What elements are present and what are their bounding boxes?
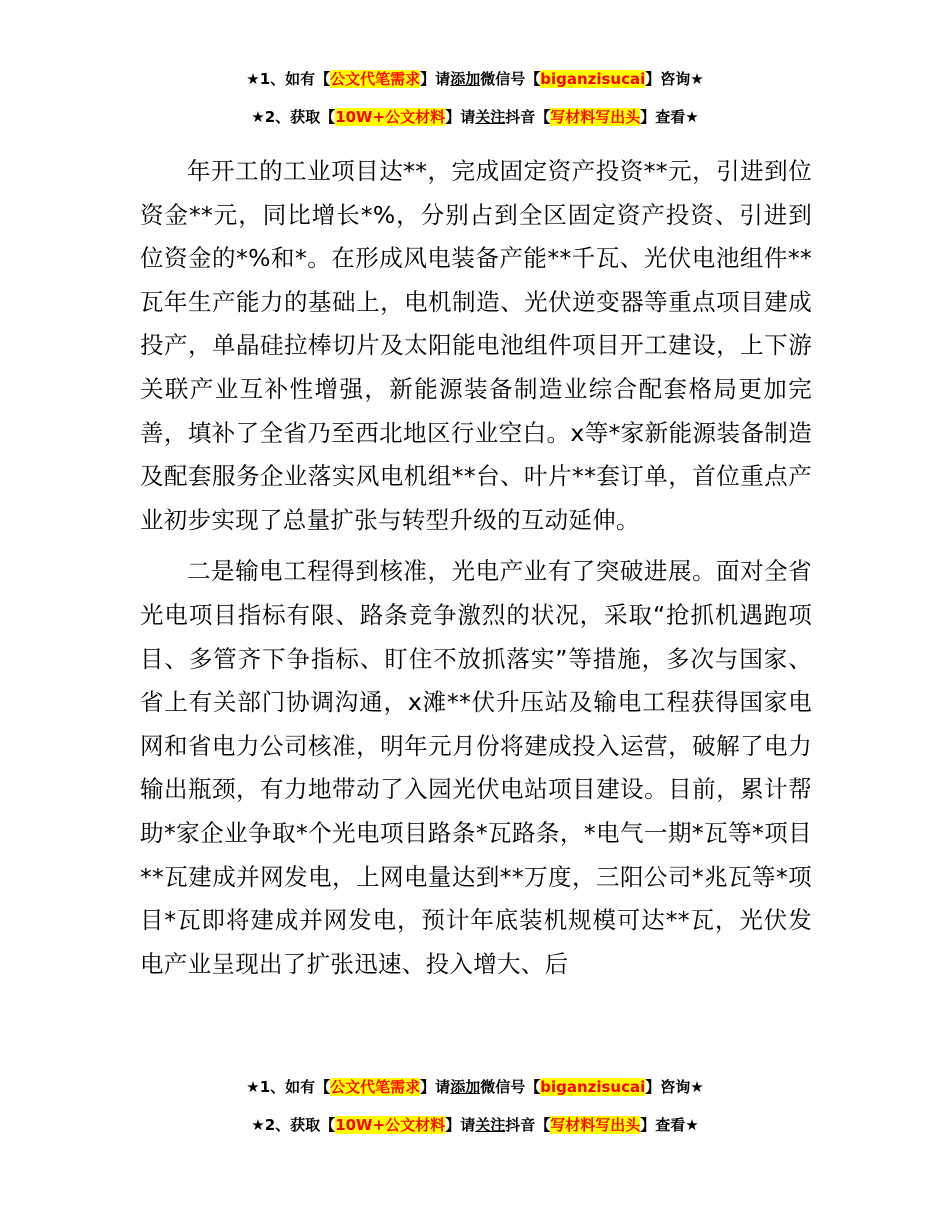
banner-suffix: 】查看★ xyxy=(640,108,699,126)
banner-underline-text: 关注 xyxy=(475,108,506,126)
banner-underline-text: 关注 xyxy=(475,1116,506,1134)
header-banner-line-2 xyxy=(0,106,950,128)
banner-highlight-service: 公文代笔需求 xyxy=(330,1078,421,1096)
banner-suffix: 】查看★ xyxy=(640,1116,699,1134)
banner-text: 抖音【 xyxy=(505,108,551,126)
banner-text: 】请 xyxy=(420,70,451,88)
banner-highlight-service: 公文代笔需求 xyxy=(330,70,421,88)
banner-highlight-douyin-account: 写材料写出头 xyxy=(550,1116,641,1134)
banner-suffix: 】咨询★ xyxy=(645,1078,704,1096)
banner-highlight-wechat-id: biganzisucai xyxy=(540,1078,646,1096)
banner-prefix: ★2、获取【 xyxy=(251,108,336,126)
banner-highlight-materials: 10W+公文材料 xyxy=(335,108,446,126)
banner-prefix: ★1、如有【 xyxy=(246,70,331,88)
paragraph-2: 二是输电工程得到核准，光电产业有了突破进展。面对全省光电项目指标有限、路条竞争激烈的状况，采取“抢抓机遇跑项目、多管齐下争指标、盯住不放抓落实”等措施，多次与国家、省上有关部门协调沟通，x滩**伏升压站及输电工程获得国家电网和省电力公司核准，明年元月份将建成投入运营，破解了电力输出瓶颈，有力地带动了入园光伏电站项目建设。目前，累计帮助*家企业争取*个光电项目路条*瓦路条，*电气一期*瓦等*项目**瓦建成并网发电，上网电量达到**万度，三阳公司*兆瓦等*项目*瓦即将建成并网发电，预计年底装机规模可达**瓦，光伏发电产业呈现出了扩张迅速、投入增大、后 xyxy=(140,557,812,978)
banner-text: 抖音【 xyxy=(505,1116,551,1134)
banner-underline-text: 添加 xyxy=(450,70,481,88)
document-body xyxy=(140,150,812,986)
banner-underline-text: 添加 xyxy=(450,1078,481,1096)
banner-highlight-materials: 10W+公文材料 xyxy=(335,1116,446,1134)
header-banner-line-1 xyxy=(0,68,950,90)
banner-prefix: ★1、如有【 xyxy=(246,1078,331,1096)
banner-text: 】请 xyxy=(420,1078,451,1096)
footer-banner-line-2 xyxy=(0,1114,950,1136)
banner-text: 】请 xyxy=(445,1116,476,1134)
banner-highlight-douyin-account: 写材料写出头 xyxy=(550,108,641,126)
banner-text: 】请 xyxy=(445,108,476,126)
banner-suffix: 】咨询★ xyxy=(645,70,704,88)
footer-banner-line-1 xyxy=(0,1076,950,1098)
banner-prefix: ★2、获取【 xyxy=(251,1116,336,1134)
paragraph-1: 年开工的工业项目达**，完成固定资产投资**元，引进到位资金**元，同比增长*%，分别占到全区固定资产投资、引进到位资金的*%和*。在形成风电装备产能**千瓦、光伏电池组件**瓦年生产能力的基础上，电机制造、光伏逆变器等重点项目建成投产，单晶硅拉棒切片及太阳能电池组件项目开工建设，上下游关联产业互补性增强，新能源装备制造业综合配套格局更加完善，填补了全省乃至西北地区行业空白。x等*家新能源装备制造及配套服务企业落实风电机组**台、叶片**套订单，首位重点产业初步实现了总量扩张与转型升级的互动延伸。 xyxy=(140,157,812,534)
banner-text: 微信号【 xyxy=(480,1078,541,1096)
banner-highlight-wechat-id: biganzisucai xyxy=(540,70,646,88)
banner-text: 微信号【 xyxy=(480,70,541,88)
